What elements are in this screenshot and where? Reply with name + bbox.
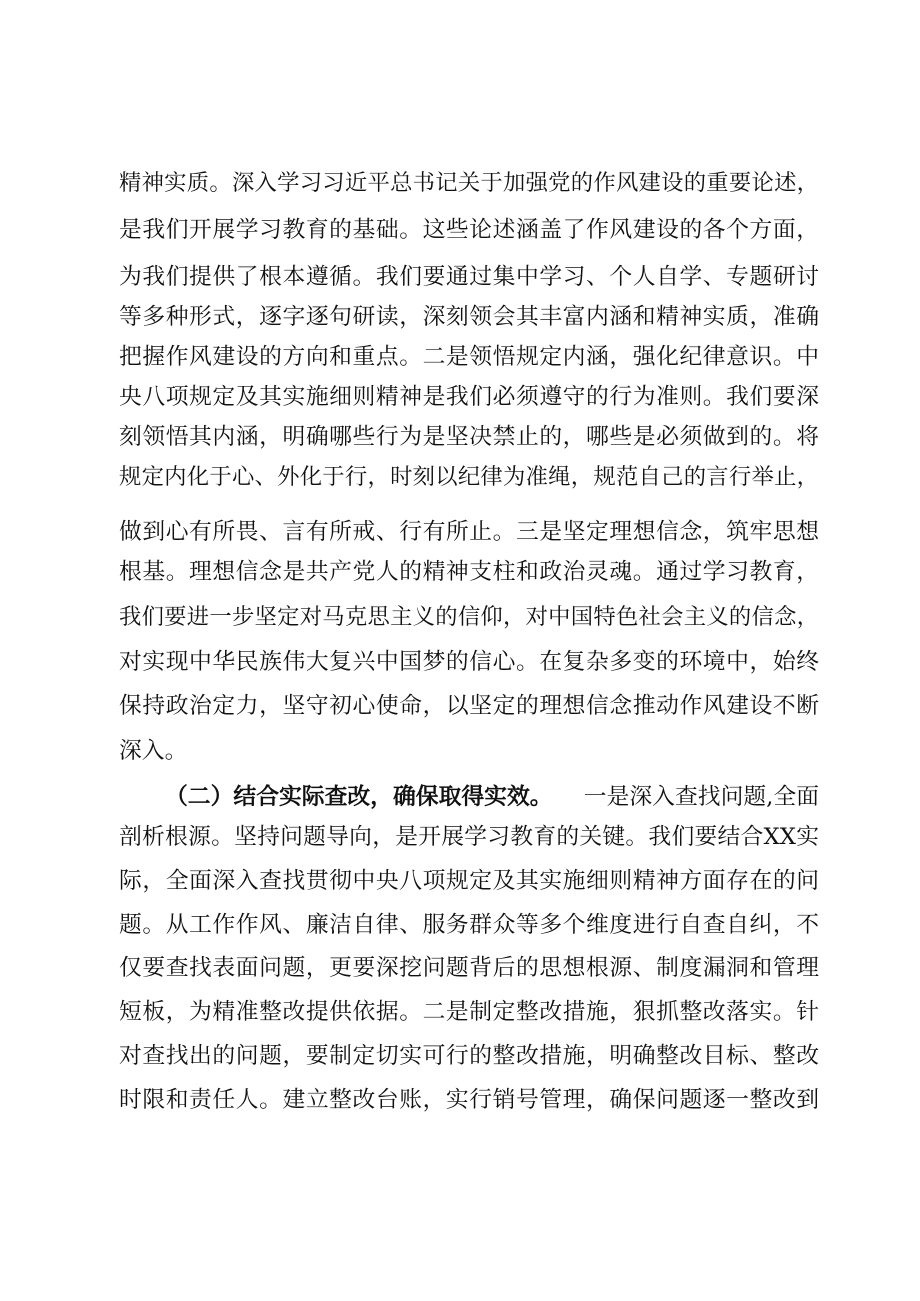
- text-line: 做到心有所畏、言有所戒、行有所止。三是坚定理想信念，筑牢思想: [119, 519, 819, 545]
- text-line: 深入。: [119, 738, 188, 764]
- text-line: 央八项规定及其实施细则精神是我们必须遵守的行为准则。我们要深: [119, 384, 819, 410]
- text-line: 仅要查找表面问题，更要深挖问题背后的思想根源、制度漏洞和管理: [119, 955, 819, 981]
- text-line: 对实现中华民族伟大复兴中国梦的信心。在复杂多变的环境中，始终: [119, 649, 819, 675]
- text-line: 精神实质。深入学习习近平总书记关于加强党的作风建设的重要论述，: [119, 170, 819, 196]
- text-line: 刻领悟其内涵，明确哪些行为是坚决禁止的，哪些是必须做到的。将: [119, 424, 819, 450]
- text-line: 我们要进一步坚定对马克思主义的信仰，对中国特色社会主义的信念，: [119, 604, 819, 630]
- text-line: 为我们提供了根本遵循。我们要通过集中学习、个人自学、专题研讨: [119, 264, 819, 290]
- text-line: 际，全面深入查找贯彻中央八项规定及其实施细则精神方面存在的问: [119, 868, 819, 894]
- text-run: 一是深入查找问题,全面: [583, 784, 819, 810]
- section-heading: （二）结合实际查改，确保取得实效。: [165, 784, 553, 810]
- paragraph-first-line: [165, 782, 819, 812]
- text-line: 规定内化于心、外化于行，时刻以纪律为准绳，规范自己的言行举止，: [119, 464, 819, 490]
- text-line: 时限和责任人。建立整改台账，实行销号管理，确保问题逐一整改到: [119, 1087, 819, 1113]
- text-line: 剖析根源。坚持问题导向，是开展学习教育的关键。我们要结合XX实: [119, 824, 819, 850]
- text-line: 短板，为精准整改提供依据。二是制定整改措施，狠抓整改落实。针: [119, 999, 819, 1025]
- text-line: 根基。理想信念是共产党人的精神支柱和政治灵魂。通过学习教育，: [119, 559, 819, 585]
- text-line: 对查找出的问题，要制定切实可行的整改措施，明确整改目标、整改: [119, 1043, 819, 1069]
- text-line: 等多种形式，逐字逐句研读，深刻领会其丰富内涵和精神实质，准确: [119, 304, 819, 330]
- text-line: 保持政治定力，坚守初心使命，以坚定的理想信念推动作风建设不断: [119, 693, 819, 719]
- text-line: 题。从工作作风、廉洁自律、服务群众等多个维度进行自查自纠，不: [119, 912, 819, 938]
- text-line: 把握作风建设的方向和重点。二是领悟规定内涵，强化纪律意识。中: [119, 344, 819, 370]
- text-line: 是我们开展学习教育的基础。这些论述涵盖了作风建设的各个方面，: [119, 217, 819, 243]
